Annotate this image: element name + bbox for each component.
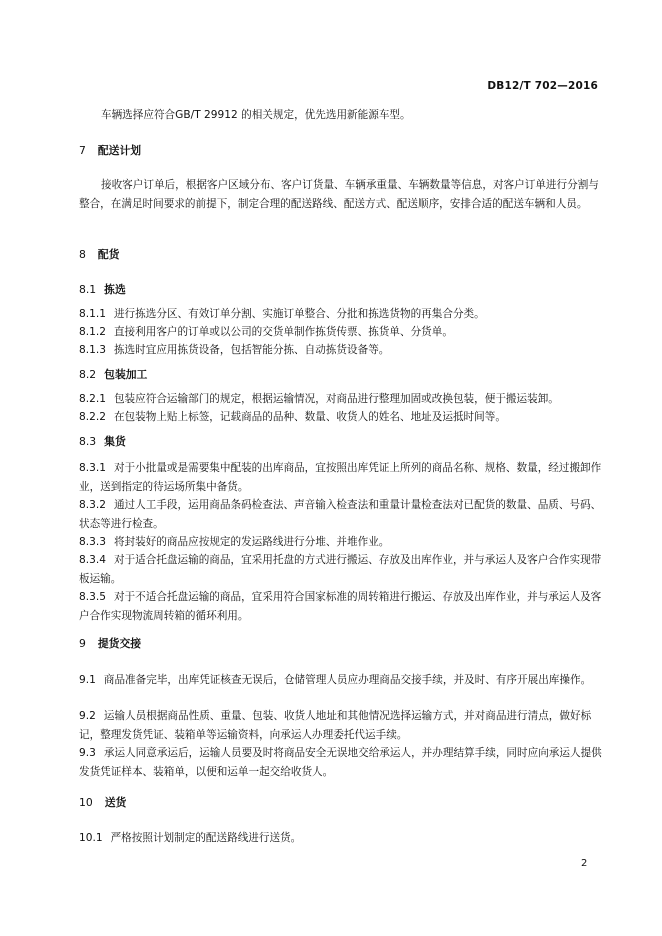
clause-8-3-5 — [79, 588, 603, 625]
clause-number: 8.3.1 — [79, 462, 106, 474]
subsection-8-3-heading — [79, 434, 126, 449]
clause-text: 对于小批量或是需要集中配装的出库商品，宜按照出库凭证上所列的商品名称、规格、数量，经过搬卸作业，送到指定的待运场所集中备货。 — [79, 462, 602, 493]
clause-text: 商品准备完毕，出库凭证核查无误后，仓储管理人员应办理商品交接手续，并及时、有序开展出库操作。 — [103, 674, 592, 686]
clause-number: 8.1.2 — [79, 326, 106, 338]
intro-paragraph: 车辆选择应符合GB/T 29912 的相关规定，优先选用新能源车型。 — [101, 109, 411, 121]
subsection-title: 集货 — [104, 435, 126, 448]
clause-8-3-1 — [79, 459, 603, 496]
clause-8-3-4 — [79, 551, 603, 588]
section-title: 配送计划 — [97, 144, 142, 157]
clause-text: 拣选时宜应用拣货设备，包括智能分拣、自动拣货设备等。 — [113, 344, 390, 356]
subsection-number: 8.3 — [79, 435, 97, 448]
section-number: 7 — [79, 144, 86, 157]
clause-number: 8.1.3 — [79, 344, 106, 356]
clause-number: 10.1 — [79, 832, 103, 844]
clause-9-2 — [79, 707, 603, 744]
clause-number: 8.1.1 — [79, 308, 106, 320]
clause-text: 对于不适合托盘运输的商品，宜采用符合国家标准的周转箱进行搬运、存放及出库作业，并与承运人及客户合作实现物流周转箱的循环利用。 — [79, 591, 602, 622]
clause-number: 8.2.2 — [79, 411, 106, 423]
clause-number: 9.3 — [79, 747, 96, 759]
clause-text: 包装应符合运输部门的规定，根据运输情况，对商品进行整理加固或改换包装，便于搬运装卸。 — [113, 393, 559, 405]
section-title: 配货 — [97, 248, 120, 261]
clause-8-2-2 — [79, 408, 603, 427]
section-title: 提货交接 — [97, 637, 142, 650]
clause-text: 直接利用客户的订单或以公司的交货单制作拣货传票、拣货单、分货单。 — [113, 326, 453, 338]
clause-9-1 — [79, 671, 603, 690]
section-10-heading — [79, 795, 126, 810]
clause-number: 8.3.2 — [79, 499, 106, 511]
clause-10-1 — [79, 829, 603, 848]
clause-number: 8.3.5 — [79, 591, 106, 603]
page-number: 2 — [581, 858, 588, 869]
clause-8-3-3 — [79, 533, 603, 552]
subsection-number: 8.2 — [79, 368, 97, 381]
subsection-title: 拣选 — [104, 283, 126, 296]
subsection-8-2-heading — [79, 367, 147, 382]
subsection-8-1-heading — [79, 282, 126, 297]
clause-text: 对于适合托盘运输的商品，宜采用托盘的方式进行搬运、存放及出库作业，并与承运人及客户合作实现带板运输。 — [79, 554, 602, 585]
clause-8-2-1 — [79, 390, 603, 409]
clause-8-1-3 — [79, 341, 603, 360]
clause-text: 承运人同意承运后，运输人员要及时将商品安全无误地交给承运人，并办理结算手续，同时应向承运人提供发货凭证样本、装箱单，以便和运单一起交给收货人。 — [79, 747, 602, 778]
subsection-number: 8.1 — [79, 283, 97, 296]
section-number: 9 — [79, 637, 86, 650]
clause-8-3-2 — [79, 496, 603, 533]
section-title: 送货 — [104, 796, 127, 809]
clause-number: 8.3.4 — [79, 554, 106, 566]
clause-text: 在包装物上贴上标签，记载商品的品种、数量、收货人的姓名、地址及运抵时间等。 — [113, 411, 506, 423]
clause-number: 8.2.1 — [79, 393, 106, 405]
clause-number: 9.2 — [79, 710, 96, 722]
clause-text: 严格按照计划制定的配送路线进行送货。 — [110, 832, 302, 844]
clause-number: 8.3.3 — [79, 536, 106, 548]
section-8-heading — [79, 247, 119, 262]
clause-text: 运输人员根据商品性质、重量、包装、收货人地址和其他情况选择运输方式，并对商品进行清点，做好标记，整理发货凭证、装箱单等运输资料，向承运人办理委托代运手续。 — [79, 710, 592, 741]
clause-9-3 — [79, 744, 603, 781]
clause-8-1-1 — [79, 305, 603, 324]
section-number: 10 — [79, 796, 93, 809]
clause-number: 9.1 — [79, 674, 96, 686]
section-9-heading — [79, 636, 141, 651]
clause-text: 将封装好的商品应按规定的发运路线进行分堆、并堆作业。 — [113, 536, 390, 548]
subsection-title: 包装加工 — [104, 368, 148, 381]
clause-text: 进行拣选分区、有效订单分割、实施订单整合、分批和拣选货物的再集合分类。 — [113, 308, 485, 320]
clause-text: 通过人工手段，运用商品条码检查法、声音输入检查法和重量计量检查法对已配货的数量、品质、号码、状态等进行检查。 — [79, 499, 602, 530]
document-id-header: DB12/T 702—2016 — [487, 80, 598, 92]
section-number: 8 — [79, 248, 86, 261]
clause-8-1-2 — [79, 323, 603, 342]
section-7-paragraph: 接收客户订单后，根据客户区域分布、客户订货量、车辆承重量、车辆数量等信息，对客户订单进行分割与整合，在满足时间要求的前提下，制定合理的配送路线、配送方式、配送顺序，安排合适的配送车辆和人员。 — [79, 179, 599, 210]
section-7-heading — [79, 143, 141, 158]
